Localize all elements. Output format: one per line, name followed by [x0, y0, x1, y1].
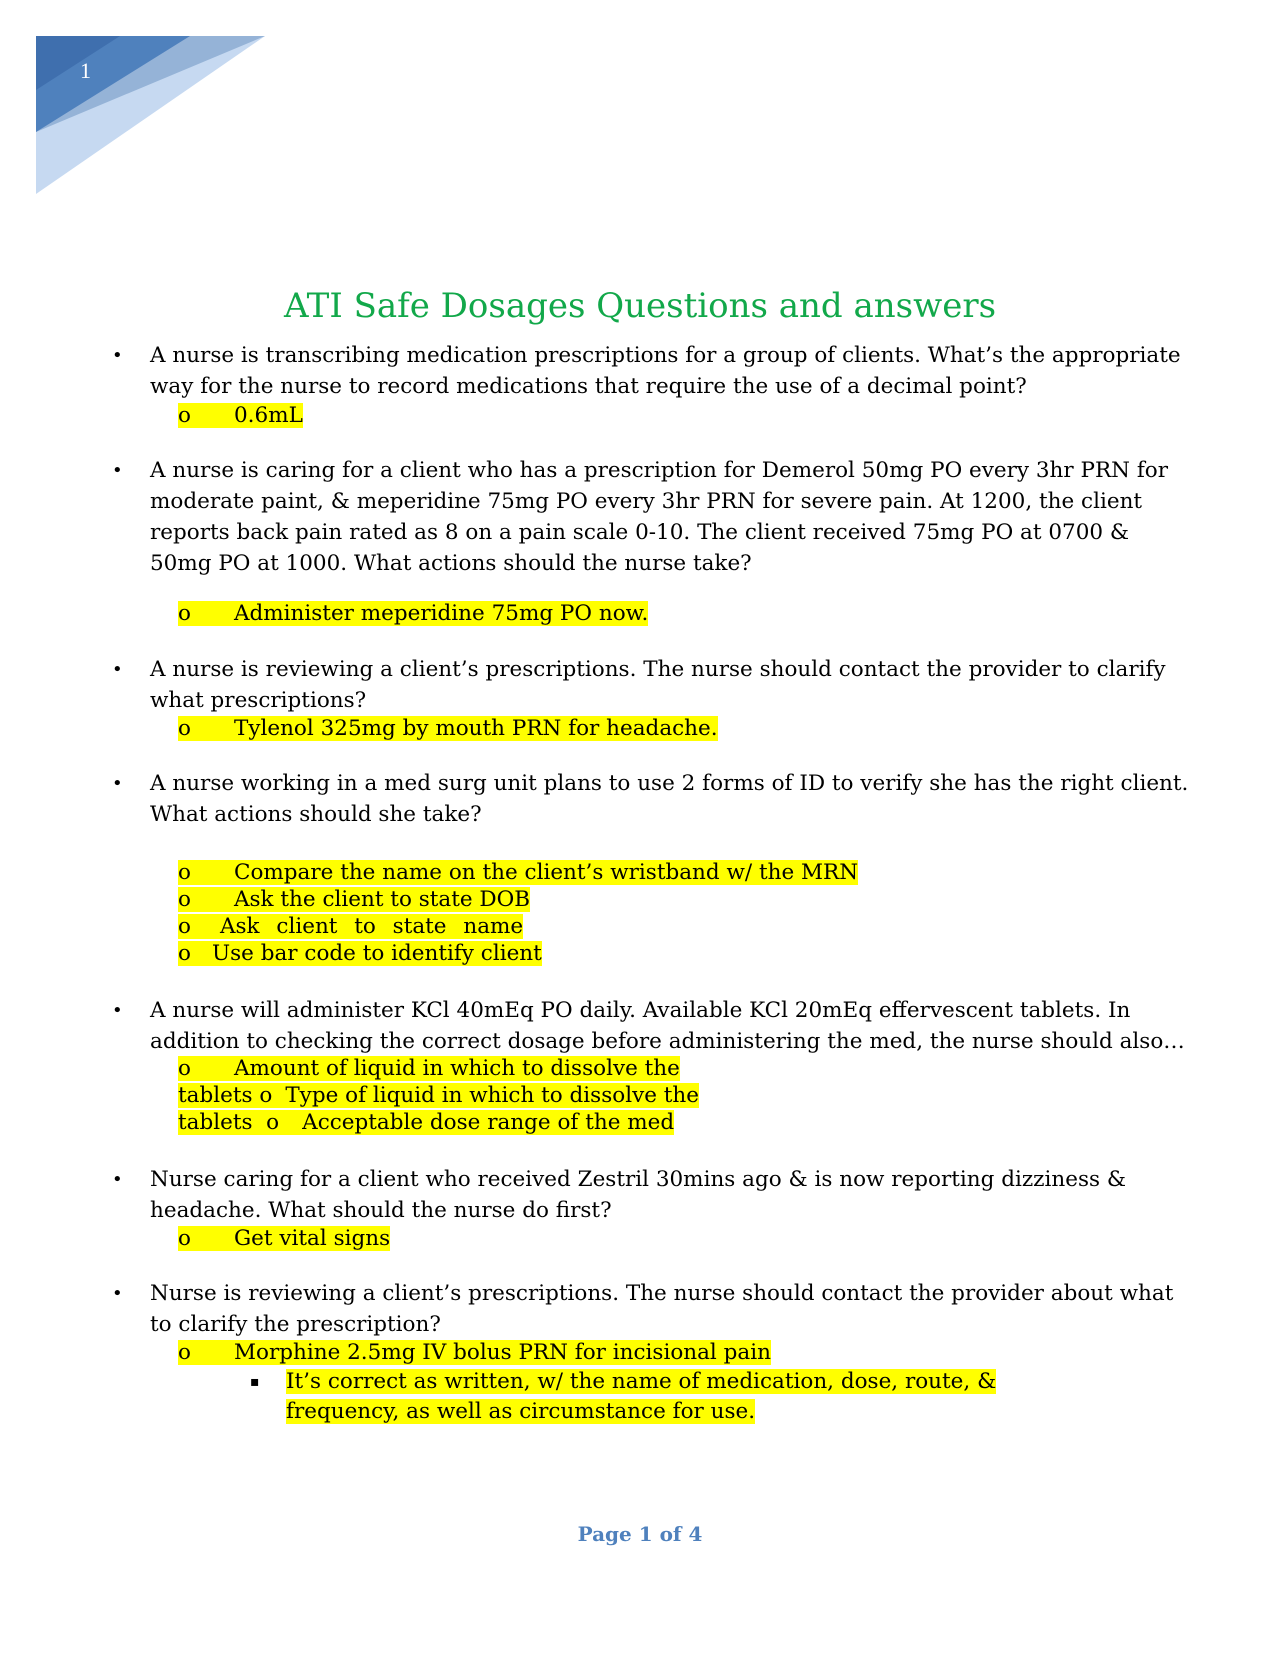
- answer-text: Ask the client to state DOB: [234, 887, 531, 912]
- question-text: A nurse is caring for a client who has a prescription for Demerol 50mg PO every 3hr PRN for moderate paint, & meperidine 75mg PO every 3hr PRN for severe pain. At 1200, the client reports back pain rated as 8 on a pain scale 0-10. The client received 75mg PO at 0700 & 50mg PO at 1000. What actions should the nurse take?: [150, 458, 1168, 576]
- circle-bullet-icon: o: [178, 1226, 191, 1251]
- question-item: [112, 455, 1197, 579]
- circle-bullet-icon: o: [178, 1340, 191, 1365]
- question-text: A nurse is reviewing a client’s prescriptions. The nurse should contact the provider to clarify what prescriptions?: [150, 657, 1166, 713]
- question-text: Nurse caring for a client who received Zestril 30mins ago & is now reporting dizziness & headache. What should the nurse do first?: [150, 1167, 1126, 1223]
- answer-item: [178, 402, 303, 429]
- answer-text: Amount of liquid in which to dissolve the: [234, 1056, 680, 1081]
- header-page-number: 1: [80, 58, 91, 83]
- circle-bullet-icon: o: [178, 941, 191, 966]
- answer-item: [178, 859, 858, 886]
- answer-item: [178, 1082, 699, 1109]
- sub-answer-item: [250, 1367, 1116, 1427]
- answer-text: Use bar code to identify client: [212, 941, 542, 966]
- answer-text: Morphine 2.5mg IV bolus PRN for incisional pain: [234, 1340, 771, 1365]
- answer-item: [178, 600, 648, 627]
- question-item: [112, 654, 1197, 716]
- bullet: •: [112, 460, 123, 481]
- answer-text: Get vital signs: [234, 1226, 391, 1251]
- circle-bullet-icon: o: [178, 887, 191, 912]
- circle-bullet-icon: o: [178, 860, 191, 885]
- answer-item: [178, 715, 718, 742]
- circle-bullet-icon: o: [178, 914, 191, 939]
- page-title: ATI Safe Dosages Questions and answers: [283, 286, 997, 326]
- circle-bullet-icon: o: [178, 1056, 191, 1081]
- bullet: •: [112, 1169, 123, 1190]
- answer-item: [178, 913, 523, 940]
- page-footer: Page 1 of 4: [577, 1522, 703, 1546]
- question-item: [112, 1278, 1197, 1340]
- bullet: •: [112, 773, 123, 794]
- question-item: [112, 1164, 1197, 1226]
- corner-decoration: [0, 0, 300, 220]
- question-item: [112, 768, 1197, 830]
- square-bullet-icon: ▪: [250, 1374, 260, 1390]
- question-text: Nurse is reviewing a client’s prescriptions. The nurse should contact the provider about what to clarify the prescription?: [150, 1281, 1174, 1337]
- answer-item: [178, 1225, 390, 1252]
- circle-bullet-icon: o: [266, 1110, 280, 1135]
- circle-bullet-icon: o: [178, 716, 191, 741]
- bullet: •: [112, 659, 123, 680]
- answer-item: [178, 1339, 771, 1366]
- bullet: •: [112, 1000, 123, 1021]
- answer-item: [178, 1109, 674, 1136]
- circle-bullet-icon: o: [259, 1083, 273, 1108]
- answer-item: [178, 940, 542, 967]
- answer-text: Type of liquid in which to dissolve the: [285, 1083, 699, 1108]
- bullet: •: [112, 345, 123, 366]
- answer-item: [178, 1055, 680, 1082]
- question-text: A nurse is transcribing medication prescriptions for a group of clients. What’s the appropriate way for the nurse to record medications that require the use of a decimal point?: [150, 343, 1181, 399]
- answer-text: Compare the name on the client’s wristband w/ the MRN: [234, 860, 859, 885]
- answer-text: 0.6mL: [234, 403, 303, 428]
- answer-text: Administer meperidine 75mg PO now.: [234, 601, 649, 626]
- question-item: [112, 340, 1197, 402]
- answer-text: Tylenol 325mg by mouth PRN for headache.: [234, 716, 718, 741]
- question-text: A nurse will administer KCl 40mEq PO daily. Available KCl 20mEq effervescent tablets. In addition to checking the correct dosage before administering the med, the nurse should also…: [150, 998, 1185, 1054]
- circle-bullet-icon: o: [178, 601, 191, 626]
- answer-text: Ask client to state name: [220, 914, 524, 939]
- sub-answer-text: It’s correct as written, w/ the name of medication, dose, route, & frequency, as well as circumstance for use.: [286, 1369, 997, 1424]
- question-text: A nurse working in a med surg unit plans to use 2 forms of ID to verify she has the right client. What actions should she take?: [150, 771, 1189, 827]
- answer-text: tablets: [178, 1110, 253, 1135]
- question-item: [112, 995, 1197, 1057]
- answer-item: [178, 886, 530, 913]
- bullet: •: [112, 1283, 123, 1304]
- answer-text: tablets: [178, 1083, 253, 1108]
- circle-bullet-icon: o: [178, 403, 191, 428]
- answer-text: Acceptable dose range of the med: [302, 1110, 675, 1135]
